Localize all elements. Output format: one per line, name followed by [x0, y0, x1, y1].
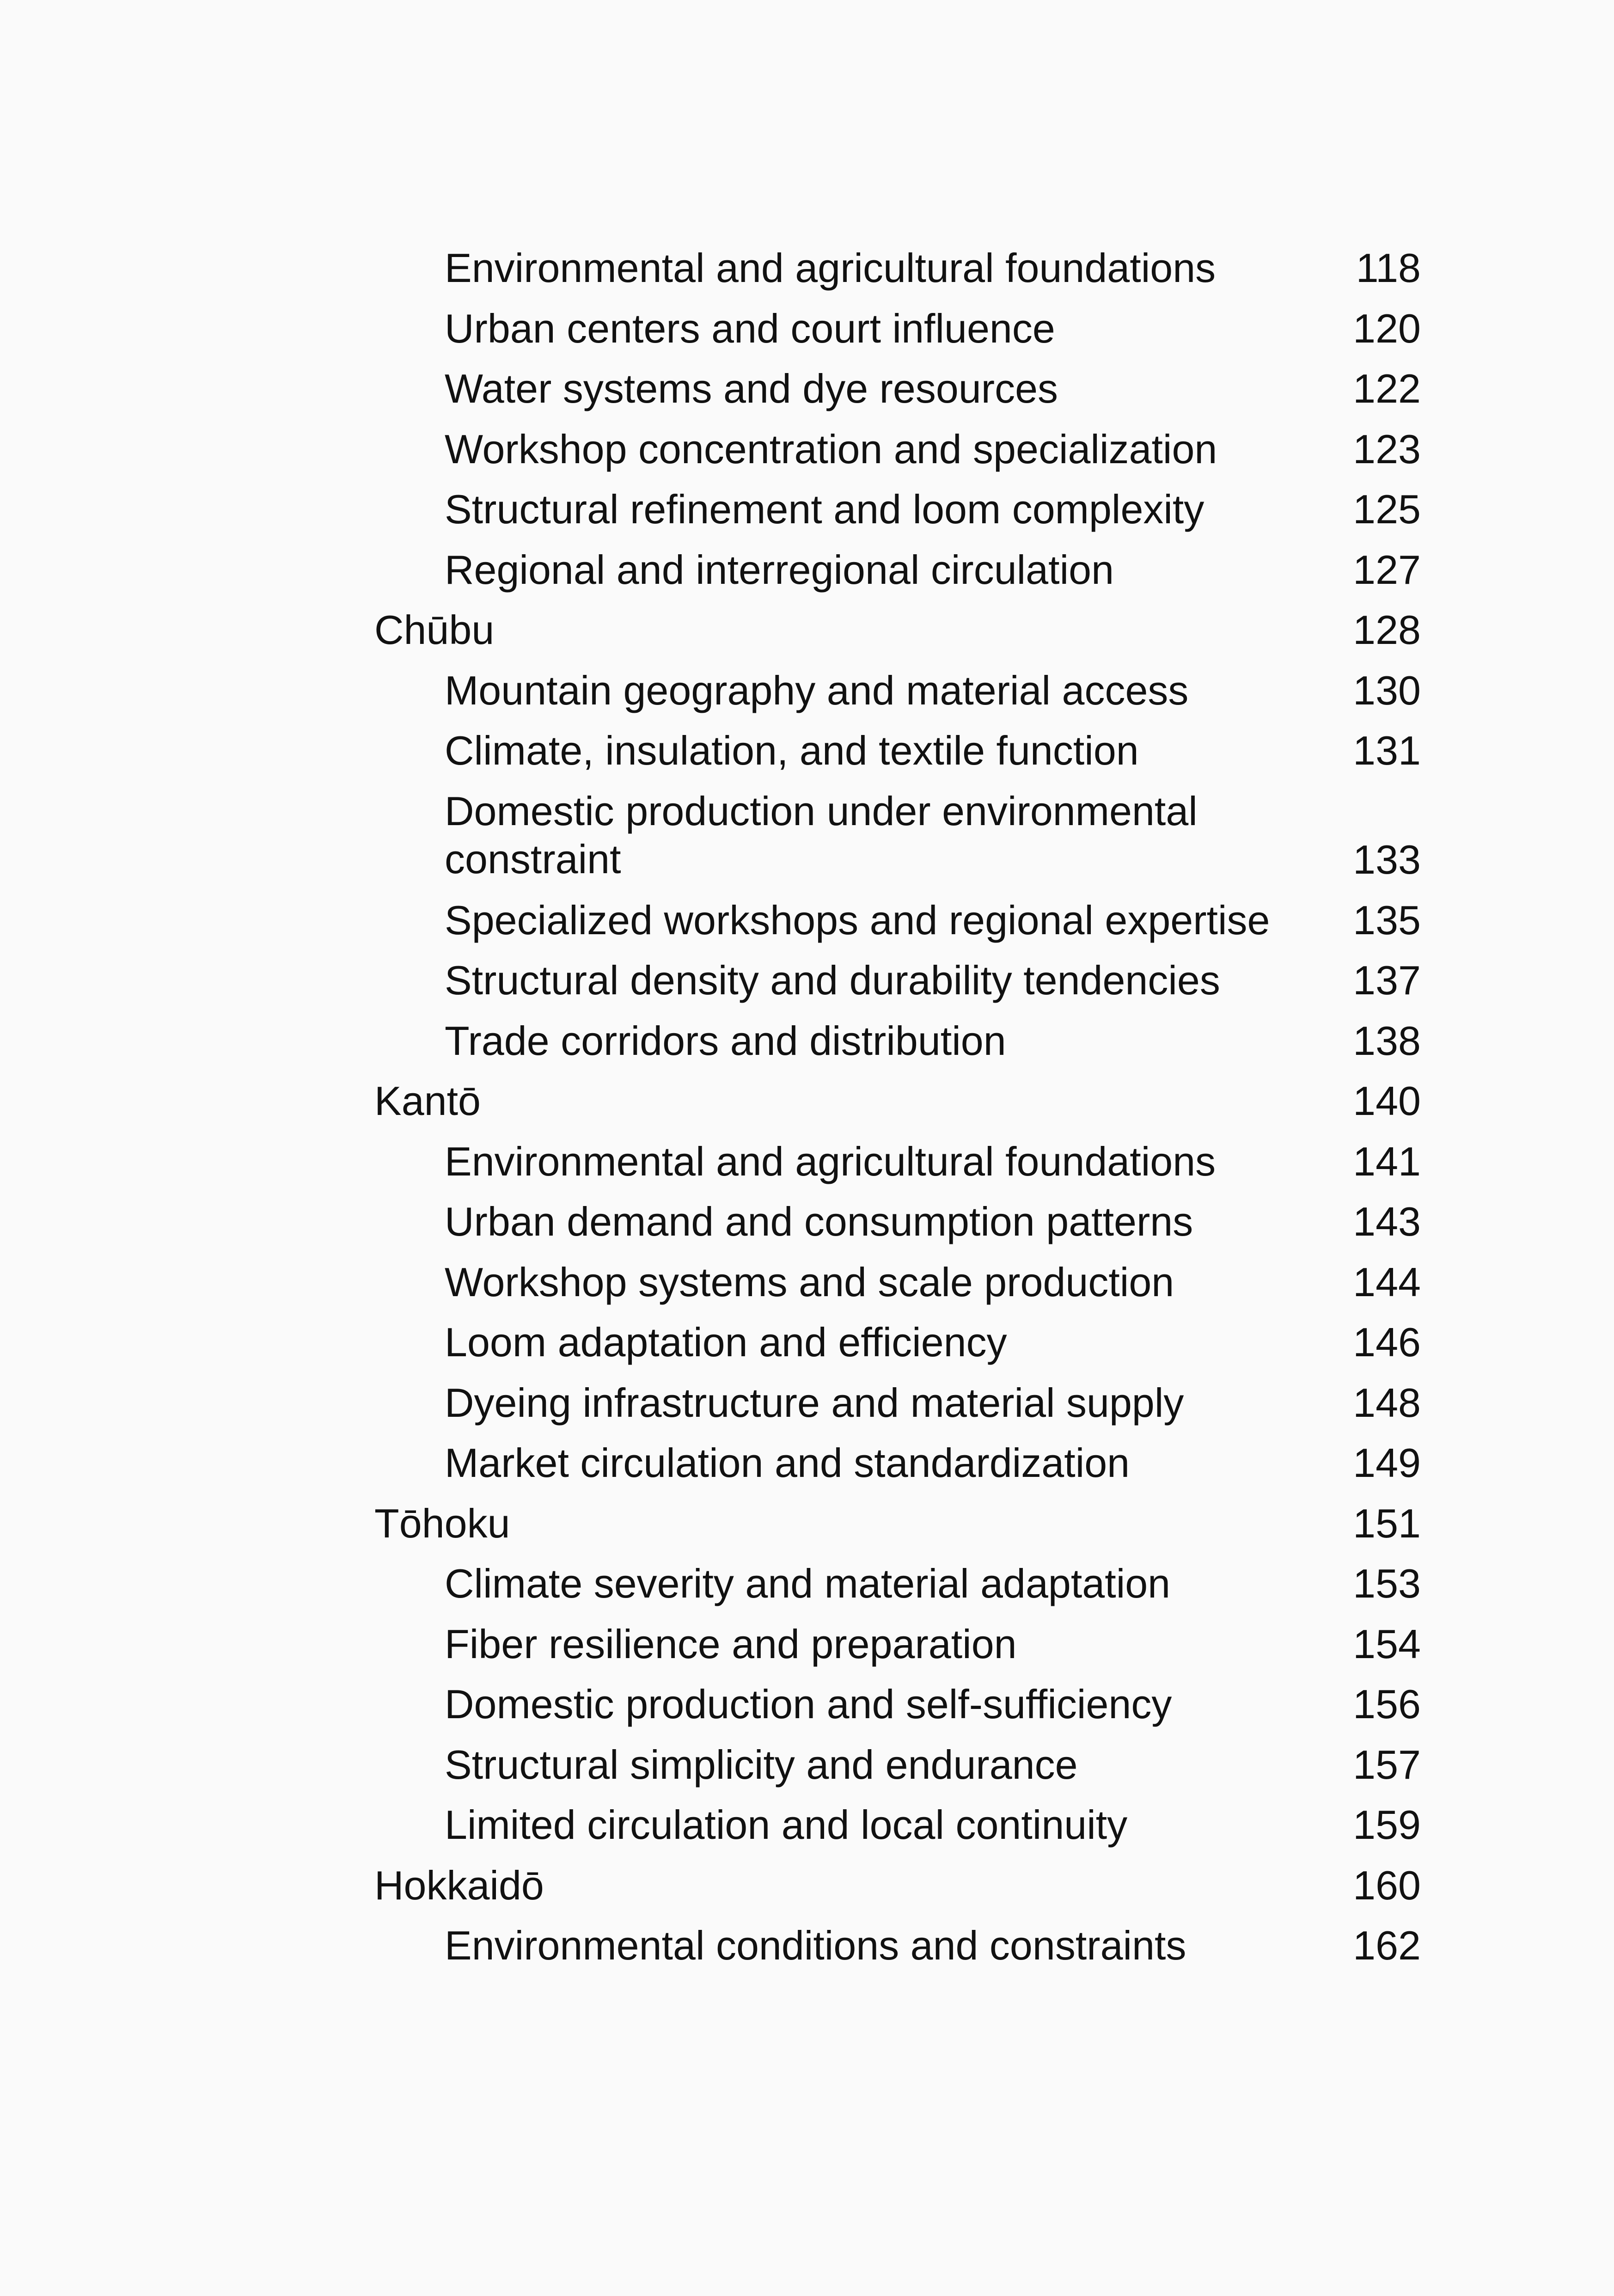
page-number: 143	[1353, 1199, 1421, 1244]
toc-entry	[0, 1379, 1614, 1439]
page-number: 138	[1353, 1017, 1421, 1064]
toc-entry	[0, 1198, 1614, 1258]
page-number: 130	[1353, 667, 1421, 713]
toc-entry	[0, 1560, 1614, 1620]
toc-entry	[0, 1741, 1614, 1801]
entry-title: Structural simplicity and endurance	[445, 1741, 1078, 1788]
entry-title: Loom adaptation and efficiency	[445, 1319, 1007, 1365]
toc-entry	[0, 1138, 1614, 1198]
entry-title: Workshop systems and scale production	[445, 1259, 1174, 1305]
entry-title: Water systems and dye resources	[445, 366, 1058, 411]
section-title: Tōhoku	[374, 1500, 510, 1546]
page-number: 131	[1353, 728, 1421, 773]
page-number: 146	[1353, 1319, 1421, 1365]
entry-title: Urban demand and consumption patterns	[445, 1199, 1193, 1244]
page-number: 151	[1353, 1500, 1421, 1546]
toc-entry	[0, 1439, 1614, 1500]
page-number: 159	[1353, 1802, 1421, 1848]
table-of-contents	[0, 244, 1614, 1982]
toc-entry	[0, 425, 1614, 486]
entry-title: Trade corridors and distribution	[445, 1017, 1006, 1064]
toc-entry	[0, 485, 1614, 546]
page-number: 123	[1353, 426, 1421, 472]
toc-entry	[0, 1801, 1614, 1861]
page-number: 153	[1353, 1561, 1421, 1606]
toc-entry	[0, 365, 1614, 425]
toc-entry	[0, 727, 1614, 787]
toc-section-heading	[0, 606, 1614, 667]
toc-section-heading	[0, 1500, 1614, 1560]
page-number: 141	[1353, 1138, 1421, 1184]
page-number: 162	[1353, 1923, 1421, 1968]
section-title: Kantō	[374, 1078, 481, 1124]
toc-entry	[0, 1922, 1614, 1982]
toc-entry	[0, 1680, 1614, 1741]
page-number: 160	[1353, 1862, 1421, 1908]
toc-section-heading	[0, 1077, 1614, 1138]
toc-entry	[0, 546, 1614, 606]
page-number: 148	[1353, 1379, 1421, 1426]
toc-entry	[0, 1017, 1614, 1078]
toc-entry	[0, 896, 1614, 957]
entry-title: Climate severity and material adaptation	[445, 1561, 1171, 1606]
page-number: 144	[1353, 1259, 1421, 1305]
page-number: 120	[1353, 305, 1421, 351]
entry-title: Environmental and agricultural foundations	[445, 1138, 1216, 1184]
entry-title: Fiber resilience and preparation	[445, 1621, 1017, 1667]
toc-entry	[0, 1318, 1614, 1379]
page-number: 154	[1353, 1621, 1421, 1667]
page-number: 133	[1353, 837, 1421, 882]
entry-title: Domestic production under environmental constraint	[445, 788, 1198, 882]
entry-title: Urban centers and court influence	[445, 305, 1055, 351]
page-number: 157	[1353, 1741, 1421, 1788]
entry-title: Specialized workshops and regional expertise	[445, 897, 1270, 943]
entry-title: Domestic production and self-sufficiency	[445, 1681, 1172, 1727]
toc-entry	[0, 667, 1614, 727]
page-number: 137	[1353, 957, 1421, 1003]
page-number: 149	[1353, 1440, 1421, 1486]
entry-title: Regional and interregional circulation	[445, 546, 1114, 593]
page-number: 135	[1353, 897, 1421, 943]
entry-title: Mountain geography and material access	[445, 667, 1189, 713]
page-number: 125	[1353, 486, 1421, 532]
entry-title: Market circulation and standardization	[445, 1440, 1130, 1486]
toc-entry	[0, 1258, 1614, 1319]
entry-title: Climate, insulation, and textile function	[445, 728, 1139, 773]
entry-title: Structural refinement and loom complexity	[445, 486, 1204, 532]
page-number: 156	[1353, 1681, 1421, 1727]
entry-title: Structural density and durability tendencies	[445, 957, 1220, 1003]
toc-entry	[0, 1620, 1614, 1681]
toc-entry	[0, 244, 1614, 305]
page-number: 140	[1353, 1078, 1421, 1124]
toc-entry	[0, 956, 1614, 1017]
entry-title: Environmental and agricultural foundations	[445, 245, 1216, 291]
entry-title: Dyeing infrastructure and material supply	[445, 1379, 1184, 1426]
page-number: 122	[1353, 366, 1421, 411]
entry-title: Limited circulation and local continuity	[445, 1802, 1128, 1848]
toc-entry	[0, 305, 1614, 365]
page-number: 118	[1356, 245, 1421, 291]
section-title: Chūbu	[374, 607, 495, 653]
entry-title: Workshop concentration and specialization	[445, 426, 1217, 472]
page-number: 128	[1353, 607, 1421, 653]
toc-entry	[0, 787, 1614, 896]
entry-title: Environmental conditions and constraints	[445, 1923, 1186, 1968]
section-title: Hokkaidō	[374, 1862, 544, 1908]
toc-section-heading	[0, 1861, 1614, 1922]
page-number: 127	[1353, 546, 1421, 593]
